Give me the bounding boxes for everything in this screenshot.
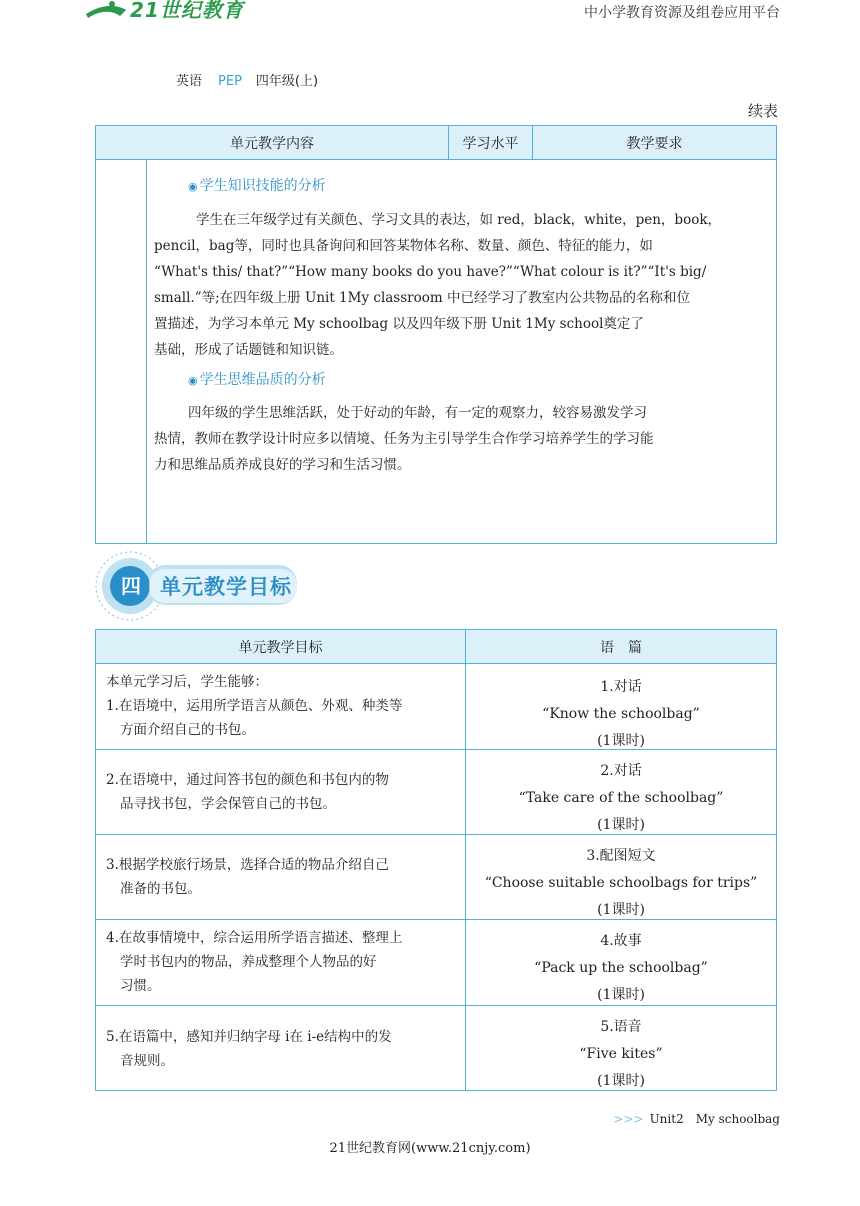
edition-label: PEP xyxy=(218,74,242,89)
goal-line: 4.在故事情境中，综合运用所学语言描述、整理上 xyxy=(106,930,403,946)
goal-intro: 本单元学习后，学生能够： xyxy=(106,674,268,690)
paragraph-line: 力和思维品质养成良好的学习和生活习惯。 xyxy=(154,457,411,473)
text-title: “Pack up the schoolbag” xyxy=(534,960,708,976)
text-type: 4.故事 xyxy=(600,933,642,949)
footer-unit xyxy=(613,1110,780,1127)
text-cell xyxy=(466,928,776,1009)
text-title: “Know the schoolbag” xyxy=(542,706,700,722)
goal-cell xyxy=(106,670,458,742)
text-type: 5.语音 xyxy=(600,1019,642,1035)
goal-line: 5.在语篇中，感知并归纳字母 i在 i-e结构中的发 xyxy=(106,1029,392,1045)
paragraph-line: small.”等;在四年级上册 Unit 1My classroom 中已经学习了教室内公共物品的名称和位 xyxy=(154,290,690,306)
goal-line: 学时书包内的物品，养成整理个人物品的好 xyxy=(120,954,377,970)
goal-cell xyxy=(106,853,458,901)
bullet-icon: ◉ xyxy=(188,180,198,193)
text-cell xyxy=(466,843,776,924)
subject-label: 英语 xyxy=(176,74,203,89)
arrows-icon: >>> xyxy=(613,1112,644,1126)
paragraph-line: 学生在三年级学过有关颜色、学习文具的表达，如 red，black，white，pen，book， xyxy=(196,212,722,228)
text-hours: (1课时) xyxy=(597,987,645,1003)
teaching-content-table xyxy=(95,125,777,544)
header-teaching-goals: 单元教学目标 xyxy=(96,630,465,664)
section1-paragraph xyxy=(154,207,768,363)
bullet-icon: ◉ xyxy=(188,374,198,387)
paragraph-line: “What's this/ that?”“How many books do you have?”“What colour is it?”“It's big/ xyxy=(154,264,707,280)
column-divider xyxy=(146,160,147,543)
footer-site: 21世纪教育网(www.21cnjy.com) xyxy=(329,1141,531,1156)
goal-cell xyxy=(106,926,458,998)
goal-line: 品寻找书包，学会保管自己的书包。 xyxy=(120,796,336,812)
text-type: 1.对话 xyxy=(600,679,642,695)
goal-line: 3.根据学校旅行场景，选择合适的物品介绍自己 xyxy=(106,857,389,873)
section1-title: 学生知识技能的分析 xyxy=(199,178,326,194)
header-learning-level: 学习水平 xyxy=(448,126,532,160)
goal-line: 2.在语境中，通过问答书包的颜色和书包内的物 xyxy=(106,772,389,788)
paragraph-line: pencil，bag等，同时也具备询问和回答某物体名称、数量、颜色、特征的能力，如 xyxy=(154,238,653,254)
text-type: 2.对话 xyxy=(600,763,642,779)
goal-line: 准备的书包。 xyxy=(120,881,201,897)
goal-cell xyxy=(106,768,458,816)
section-number: 四 xyxy=(121,574,141,598)
paragraph-line: 置描述，为学习本单元 My schoolbag 以及四年级下册 Unit 1My school奠定了 xyxy=(154,316,644,332)
text-cell xyxy=(466,674,776,755)
goal-line: 习惯。 xyxy=(120,978,161,994)
text-type: 3.配图短文 xyxy=(586,848,656,864)
section-title: 单元教学目标 xyxy=(160,575,292,599)
section2-title: 学生思维品质的分析 xyxy=(199,372,326,388)
text-title: “Five kites” xyxy=(579,1046,663,1062)
logo-text: 21世纪教育 xyxy=(130,0,244,22)
paragraph-line: 热情，教师在教学设计时应多以情境、任务为主引导学生合作学习培养学生的学习能 xyxy=(154,431,654,447)
continued-label: 续表 xyxy=(748,102,779,120)
goal-cell xyxy=(106,1025,458,1073)
goal-line: 音规则。 xyxy=(120,1053,174,1069)
goal-line: 1.在语境中，运用所学语言从颜色、外观、种类等 xyxy=(106,698,403,714)
subject-line xyxy=(176,70,318,89)
footer-unit-label: Unit2 My schoolbag xyxy=(649,1112,780,1126)
paragraph-line: 四年级的学生思维活跃，处于好动的年龄，有一定的观察力，较容易激发学习 xyxy=(188,405,647,421)
text-title: “Choose suitable schoolbags for trips” xyxy=(484,875,758,891)
text-title: “Take care of the schoolbag” xyxy=(518,790,724,806)
paragraph-line: 基础，形成了话题链和知识链。 xyxy=(154,342,343,358)
platform-name: 中小学教育资源及组卷应用平台 xyxy=(584,5,780,21)
section2-heading xyxy=(188,369,326,389)
section2-paragraph xyxy=(154,400,768,478)
text-cell xyxy=(466,758,776,839)
text-cell xyxy=(466,1014,776,1095)
text-hours: (1课时) xyxy=(597,733,645,749)
grade-label: 四年级(上) xyxy=(255,74,319,89)
text-hours: (1课时) xyxy=(597,902,645,918)
text-hours: (1课时) xyxy=(597,817,645,833)
text-hours: (1课时) xyxy=(597,1073,645,1089)
goal-line: 方面介绍自己的书包。 xyxy=(120,722,255,738)
section1-heading xyxy=(188,175,326,195)
teaching-goals-table xyxy=(95,629,777,1091)
header-teaching-requirement: 教学要求 xyxy=(532,126,776,160)
header-teaching-content: 单元教学内容 xyxy=(230,135,314,152)
header-texts: 语 篇 xyxy=(465,630,776,664)
